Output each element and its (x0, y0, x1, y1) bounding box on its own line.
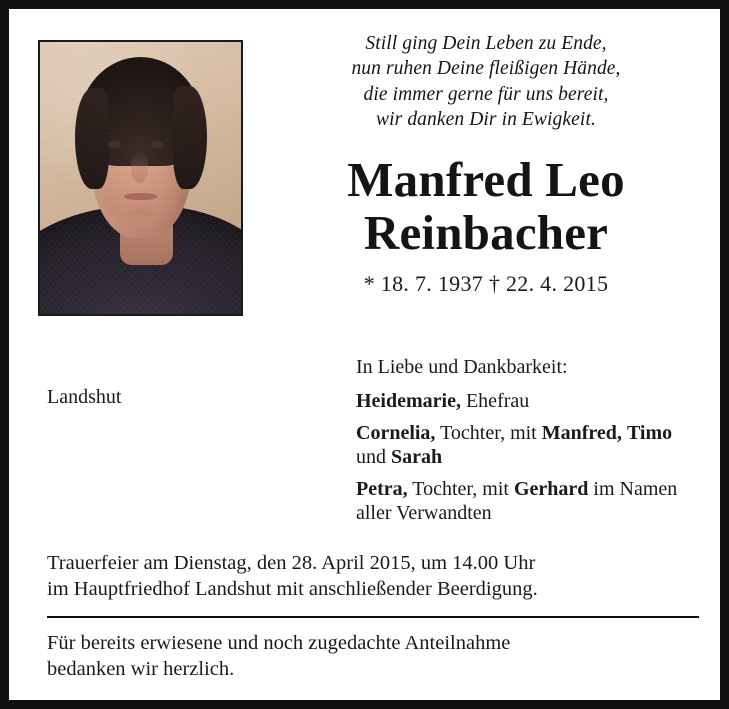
thanks-section (47, 631, 684, 682)
survivor-name: Heidemarie, (356, 390, 461, 412)
photo-mouth (124, 193, 156, 200)
funeral-line-1: Trauerfeier am Dienstag, den 28. April 2015, um 14.00 Uhr (47, 552, 536, 574)
survivor-name: Gerhard (513, 477, 589, 500)
survivor-entry-daughter-cornelia (356, 421, 691, 470)
funeral-details (47, 551, 682, 602)
verse-line-1: Still ging Dein Leben zu Ende, (365, 33, 607, 54)
survivors-section (38, 354, 691, 539)
horizontal-divider (47, 616, 699, 618)
deceased-name (281, 153, 691, 259)
survivor-entries (356, 389, 691, 526)
photo-hair-left (75, 88, 109, 189)
survivor-relation: Tochter, mit (407, 477, 514, 500)
survivors-list (356, 354, 691, 533)
survivor-entry-spouse (356, 389, 691, 414)
survivor-entry-daughter-petra (356, 477, 691, 526)
portrait-photo (38, 40, 243, 316)
photo-nose (131, 151, 147, 184)
deceased-name-line-2: Reinbacher (363, 205, 609, 260)
verse-line-3: die immer gerne für uns bereit, (363, 83, 609, 105)
survivor-relation: und (356, 446, 391, 468)
survivors-intro: In Liebe und Dankbarkeit: (356, 356, 568, 378)
survivor-name: Manfred, (541, 421, 622, 444)
verse-line-2: nun ruhen Deine fleißigen Hände, (351, 58, 621, 80)
photo-eye-right (151, 141, 163, 148)
photo-hair-right (173, 86, 207, 189)
thanks-line-2: bedanken wir herzlich. (47, 657, 235, 680)
deceased-name-line-1: Manfred Leo (347, 152, 625, 207)
birth-death-dates: * 18. 7. 1937 † 22. 4. 2015 (363, 271, 609, 296)
survivor-relation: im Namen aller Verwandten (356, 477, 678, 524)
thanks-line-1: Für bereits erwiesene und noch zugedachte Anteilnahme (47, 632, 511, 654)
header-section (38, 31, 691, 336)
survivor-relation: Tochter, mit (435, 421, 542, 444)
survivor-name: Petra, (356, 477, 408, 500)
funeral-line-2: im Hauptfriedhof Landshut mit anschließender Beerdigung. (47, 577, 538, 600)
photo-eye-left (108, 141, 120, 148)
notice-inner (9, 9, 720, 700)
verse-line-4: wir danken Dir in Ewigkeit. (376, 109, 596, 131)
survivor-name: Sarah (391, 446, 443, 468)
city-label: Landshut (47, 386, 122, 408)
survivor-name: Cornelia, (356, 421, 436, 444)
photo-chin (116, 208, 164, 227)
portrait-image (40, 42, 241, 314)
survivor-name: Timo (626, 421, 673, 444)
memorial-verse (281, 31, 691, 133)
survivor-relation: Ehefrau (460, 390, 530, 412)
